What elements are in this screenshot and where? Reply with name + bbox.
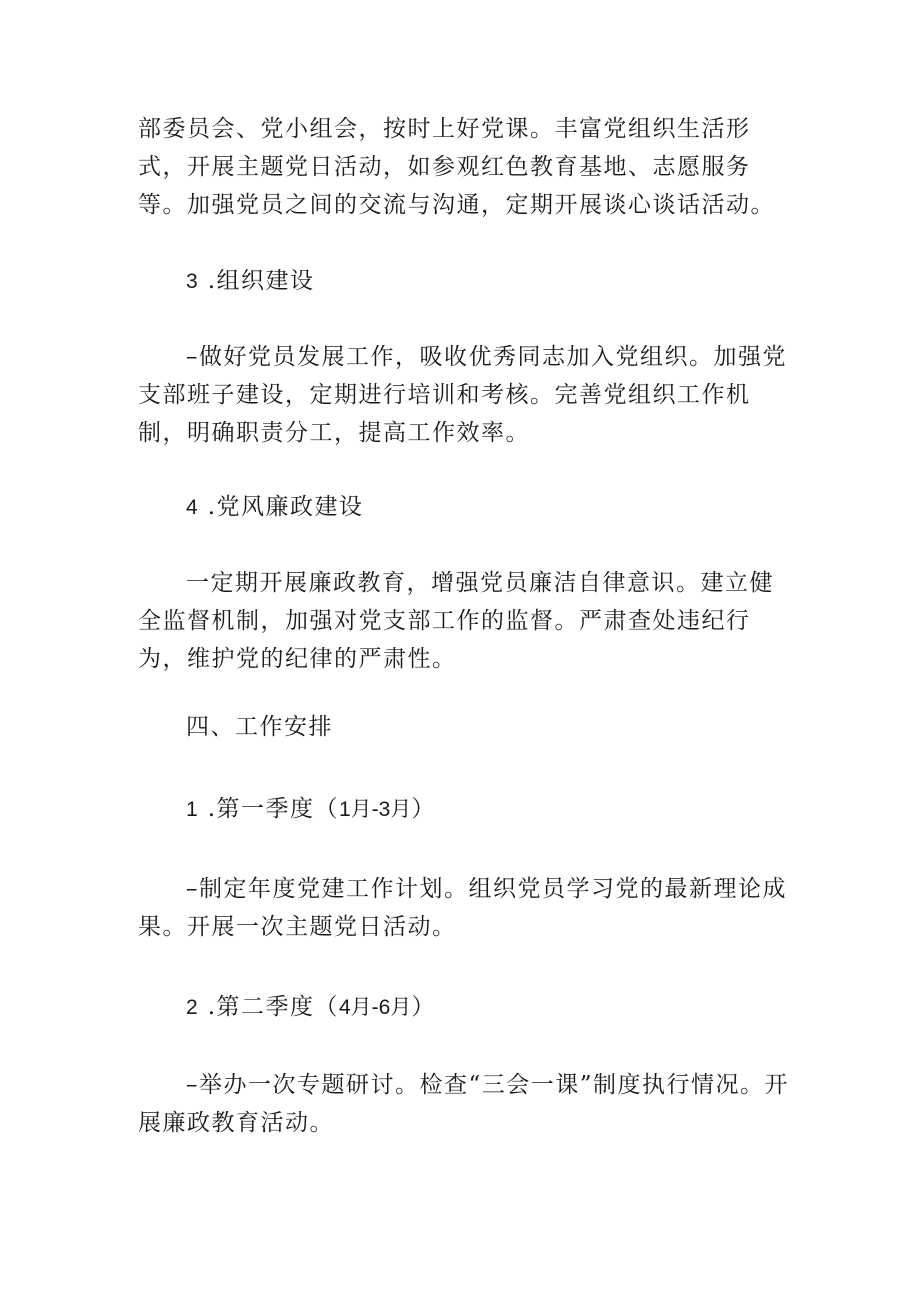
heading-text: .党风廉政建设 xyxy=(207,494,364,520)
paragraph-org-life: 部委员会、党小组会，按时上好党课。丰富党组织生活形式，开展主题党日活动，如参观红色教育基地、志愿服务等。加强党员之间的交流与沟通，定期开展谈心谈话活动。 xyxy=(138,116,775,218)
heading-text: .第一季度（ xyxy=(207,796,339,822)
heading-text: .第二季度（ xyxy=(207,994,339,1020)
heading-integrity-building xyxy=(186,488,364,527)
heading-second-quarter xyxy=(186,988,436,1027)
paragraph-first-quarter: –制定年度党建工作计划。组织党员学习党的最新理论成果。开展一次主题党日活动。 xyxy=(138,876,787,940)
heading-number: 2 xyxy=(186,996,198,1019)
heading-org-building xyxy=(186,262,315,301)
paragraph-org-building: –做好党员发展工作，吸收优秀同志加入党组织。加强党支部班子建设，定期进行培训和考核。完善党组织工作机制，明确职责分工，提高工作效率。 xyxy=(138,344,787,446)
heading-date-range: 1月-3月 xyxy=(339,798,412,821)
paragraph-integrity-building: 一定期开展廉政教育，增强党员廉洁自律意识。建立健全监督机制，加强对党支部工作的监督。严肃查处违纪行为，维护党的纪律的严肃性。 xyxy=(138,570,774,672)
heading-close-paren: ） xyxy=(411,994,436,1020)
heading-number: 1 xyxy=(186,798,198,821)
section-heading-work-arrangement: 四、工作安排 xyxy=(186,714,333,740)
heading-close-paren: ） xyxy=(411,796,436,822)
heading-first-quarter xyxy=(186,790,436,829)
heading-number: 4 xyxy=(186,496,198,519)
heading-date-range: 4月-6月 xyxy=(339,996,412,1019)
heading-number: 3 xyxy=(186,270,198,293)
paragraph-second-quarter: –举办一次专题研讨。检查“三会一课”制度执行情况。开展廉政教育活动。 xyxy=(138,1072,790,1136)
heading-text: .组织建设 xyxy=(207,268,315,294)
